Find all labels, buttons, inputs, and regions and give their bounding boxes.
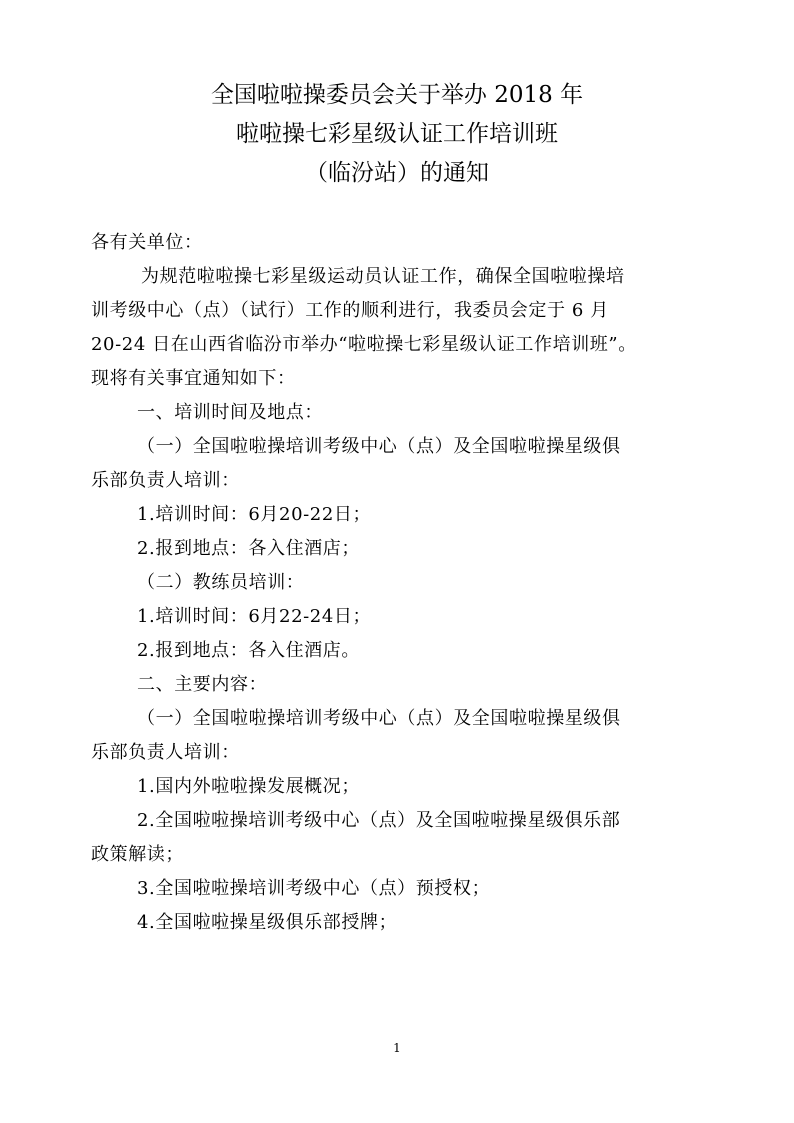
paragraph-line: 现将有关事宜通知如下： (91, 368, 296, 389)
list-item: 1.国内外啦啦操发展概况； (137, 776, 360, 797)
paragraph-line: 乐部负责人培训： (91, 470, 240, 491)
subsection-heading: （一）全国啦啦操培训考级中心（点）及全国啦啦操星级俱 (137, 708, 621, 729)
title-line: 全国啦啦操委员会关于举办 2018 年 (210, 82, 584, 108)
list-item: 3.全国啦啦操培训考级中心（点）预授权； (137, 878, 491, 899)
paragraph-line: 乐部负责人培训： (91, 742, 240, 763)
subsection-heading: （二）教练员培训： (137, 572, 305, 593)
title-line: 啦啦操七彩星级认证工作培训班 (236, 121, 558, 147)
section-heading: 二、主要内容： (137, 674, 268, 695)
list-item: 4.全国啦啦操星级俱乐部授牌； (137, 912, 398, 933)
list-item: 2.报到地点：各入住酒店。 (137, 640, 360, 661)
list-item: 2.报到地点：各入住酒店； (137, 538, 360, 559)
document-title (0, 76, 794, 193)
paragraph-line: 20-24 日在山西省临汾市举办“啦啦操七彩星级认证工作培训班”。 (91, 334, 637, 355)
title-line: （临汾站）的通知 (305, 160, 489, 186)
page-number: 1 (393, 1041, 401, 1055)
paragraph-line: 政策解读； (91, 844, 184, 865)
paragraph-line: 训考级中心（点）（试行）工作的顺利进行，我委员会定于 6 月 (91, 300, 609, 321)
document-body (91, 226, 713, 940)
subsection-heading: （一）全国啦啦操培训考级中心（点）及全国啦啦操星级俱 (137, 436, 621, 457)
paragraph-line: 为规范啦啦操七彩星级运动员认证工作，确保全国啦啦操培 (141, 266, 625, 287)
list-item: 1.培训时间：6月22-24日； (137, 606, 372, 627)
salutation: 各有关单位： (91, 232, 203, 253)
list-item: 2.全国啦啦操培训考级中心（点）及全国啦啦操星级俱乐部 (137, 810, 621, 831)
section-heading: 一、培训时间及地点： (137, 402, 323, 423)
list-item: 1.培训时间：6月20-22日； (137, 504, 372, 525)
